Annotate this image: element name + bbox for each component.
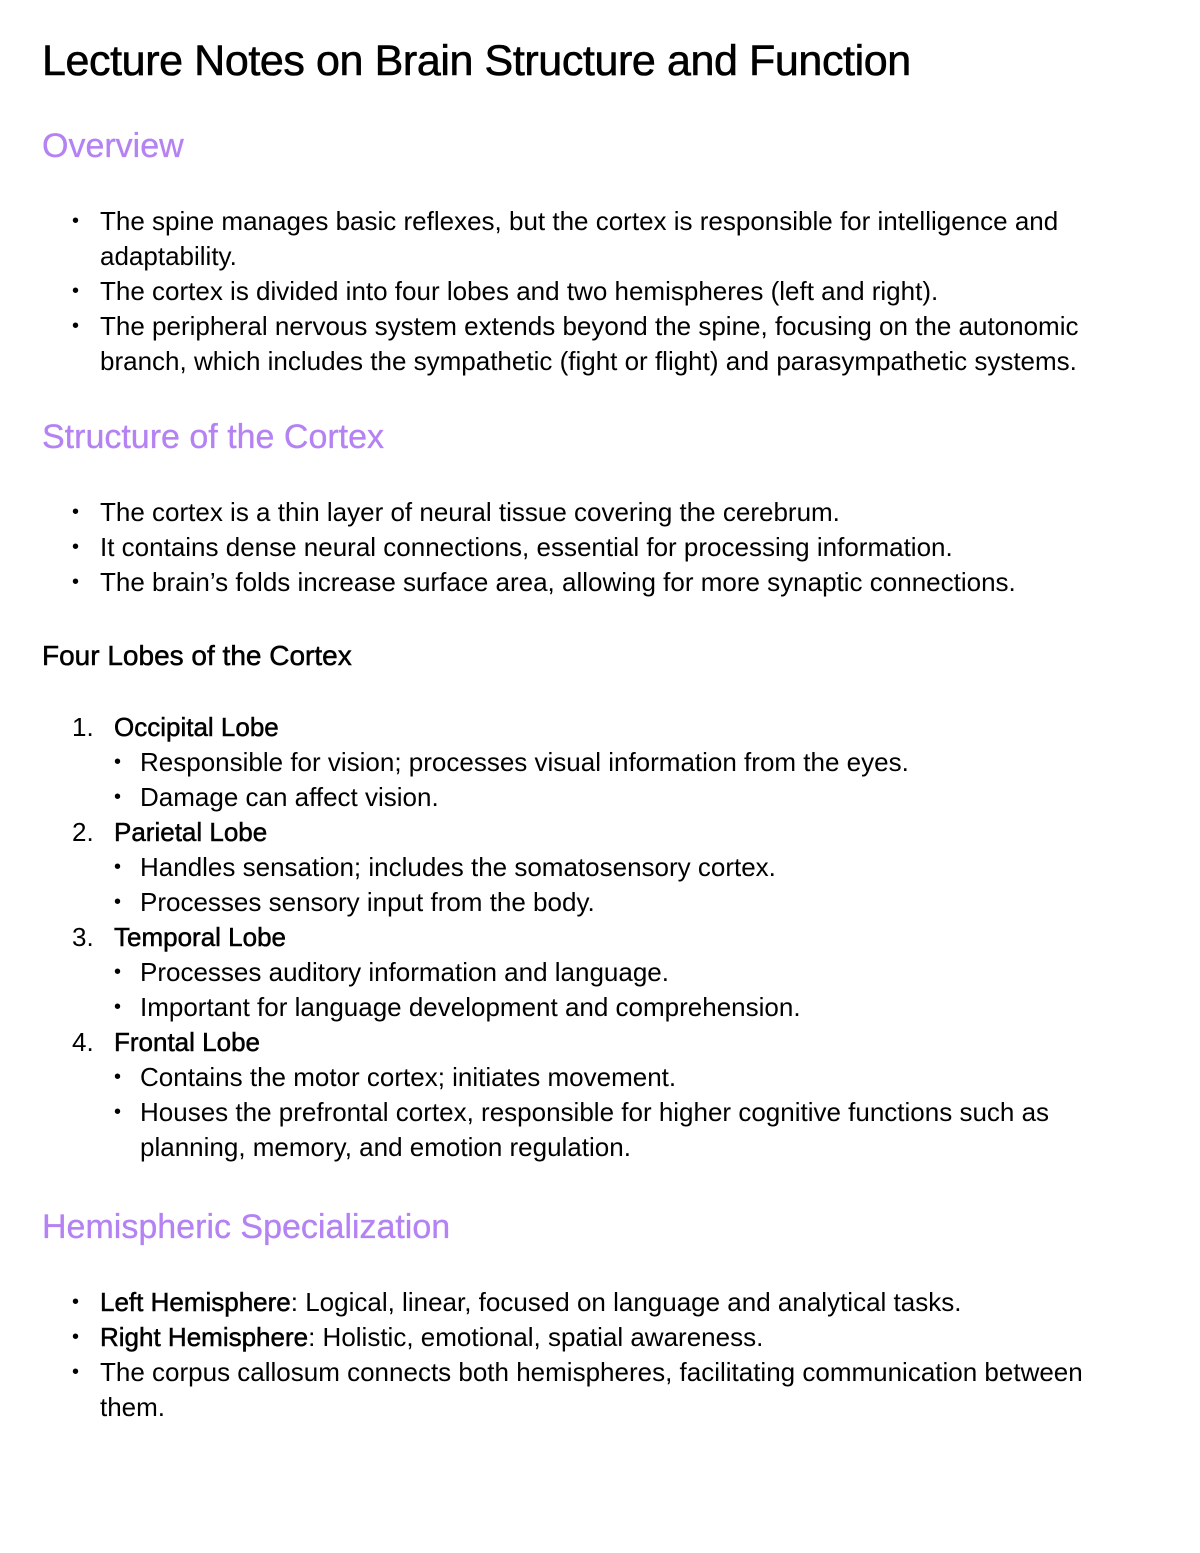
term-left-hemisphere: Left Hemisphere — [100, 1287, 291, 1317]
bullet-icon: • — [72, 501, 80, 523]
list-number: 2. — [72, 817, 94, 847]
overview-list — [42, 204, 1200, 379]
bullet-icon: • — [72, 571, 80, 593]
subsection-heading-lobes: Four Lobes of the Cortex — [42, 640, 352, 671]
list-item: • The cortex is divided into four lobes and two hemispheres (left and right). — [42, 274, 1152, 309]
lobe-item-parietal — [42, 815, 1200, 920]
bullet-icon: • — [114, 1066, 122, 1088]
lobes-list — [42, 710, 1200, 1165]
bullet-icon: • — [114, 751, 122, 773]
list-item: • Processes sensory input from the body. — [114, 885, 1154, 920]
list-item: • The spine manages basic reflexes, but the cortex is responsible for intelligence and adaptability. — [72, 206, 1059, 271]
lobe-name: Occipital Lobe — [114, 712, 279, 742]
lobe-name: Temporal Lobe — [114, 922, 286, 952]
list-item: • Damage can affect vision. — [114, 780, 1154, 815]
lobe-item-temporal — [42, 920, 1200, 1025]
term-right-hemisphere: Right Hemisphere — [100, 1322, 309, 1352]
lobe-name: Frontal Lobe — [114, 1027, 260, 1057]
list-item: • Important for language development and comprehension. — [114, 990, 1154, 1025]
list-item: • Responsible for vision; processes visual information from the eyes. — [114, 745, 1154, 780]
lobe-points — [114, 1060, 1200, 1165]
bullet-icon: • — [114, 961, 122, 983]
bullet-icon: • — [72, 1326, 80, 1348]
list-item: • The brain’s folds increase surface area, allowing for more synaptic connections. — [42, 565, 1152, 600]
bullet-icon: • — [72, 315, 80, 337]
lobe-points — [114, 850, 1200, 920]
bullet-icon: • — [114, 786, 122, 808]
list-number: 3. — [72, 922, 94, 952]
bullet-icon: • — [72, 210, 80, 232]
lobe-name: Parietal Lobe — [114, 817, 268, 847]
section-heading-hemispheres: Hemispheric Specialization — [42, 1208, 451, 1246]
structure-list — [42, 495, 1200, 600]
lobe-points — [114, 745, 1200, 815]
list-item: • It contains dense neural connections, essential for processing information. — [42, 530, 1152, 565]
list-item: • The cortex is a thin layer of neural tissue covering the cerebrum. — [42, 495, 1152, 530]
bullet-icon: • — [72, 1291, 80, 1313]
section-heading-overview: Overview — [42, 127, 184, 165]
list-item: • Houses the prefrontal cortex, responsible for higher cognitive functions such as planning, memory, and emotion regulation. — [114, 1097, 1050, 1162]
lobe-item-frontal — [42, 1025, 1200, 1165]
section-heading-structure: Structure of the Cortex — [42, 418, 385, 456]
list-item: • Handles sensation; includes the somatosensory cortex. — [114, 850, 1154, 885]
list-item: • Processes auditory information and language. — [114, 955, 1154, 990]
hemispheres-list — [42, 1285, 1200, 1425]
list-item: • Left Hemisphere: Logical, linear, focused on language and analytical tasks. — [42, 1285, 1152, 1320]
bullet-icon: • — [72, 536, 80, 558]
list-number: 4. — [72, 1027, 94, 1057]
list-item: • The corpus callosum connects both hemispheres, facilitating communication between them. — [72, 1357, 1083, 1422]
bullet-icon: • — [114, 996, 122, 1018]
list-item: • Contains the motor cortex; initiates movement. — [114, 1060, 1154, 1095]
bullet-icon: • — [114, 1101, 122, 1123]
page-title: Lecture Notes on Brain Structure and Function — [42, 37, 911, 85]
lobe-item-occipital — [42, 710, 1200, 815]
list-item: • Right Hemisphere: Holistic, emotional, spatial awareness. — [42, 1320, 1152, 1355]
bullet-icon: • — [72, 1361, 80, 1383]
list-item: • The peripheral nervous system extends beyond the spine, focusing on the autonomic branch, which includes the sympathetic (fight or flight) and parasympathetic systems. — [72, 311, 1079, 376]
bullet-icon: • — [114, 856, 122, 878]
bullet-icon: • — [114, 891, 122, 913]
lobe-points — [114, 955, 1200, 1025]
bullet-icon: • — [72, 280, 80, 302]
list-number: 1. — [72, 712, 94, 742]
